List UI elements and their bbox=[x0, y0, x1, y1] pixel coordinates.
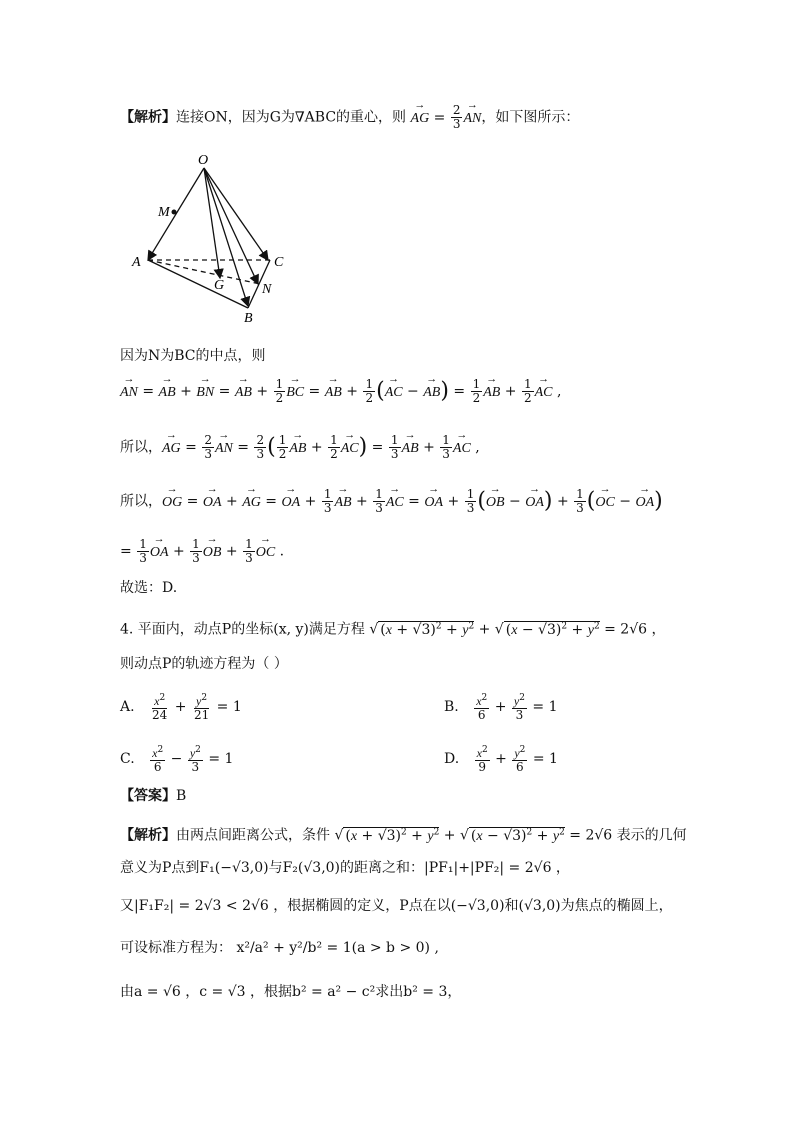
label-G: G bbox=[214, 278, 225, 293]
analysis-text-1-tail: ，如下图所示： bbox=[481, 109, 580, 126]
answer-value: B bbox=[176, 788, 187, 804]
analysis-2-text-4a: 可设标准方程为： bbox=[120, 940, 232, 956]
point-M bbox=[172, 210, 177, 215]
analysis-2-ellipse-equation: x²/a² + y²/b² = 1(a > b > 0) , bbox=[236, 940, 439, 956]
analysis-2-line-5: 由a = √6 ，c = √3 ，根据b² = a² − c²求出b² = 3， bbox=[120, 984, 462, 1000]
conclusion: 故选：D. bbox=[120, 580, 178, 596]
vector-equation-AN: → AN = → AB + → BN = → AB + $\frac{1}{2}$ → BC = → AB + $\frac{1}{2}$ (→ AC − → AB) = $\frac{1}{2}$ → AB + $\frac{1}{2}$ → AC , bbox=[120, 378, 561, 405]
edge-AN bbox=[148, 260, 260, 284]
so-label-2: 所以， bbox=[120, 493, 162, 510]
analysis-text-1: 连接ON，因为G为∇ABC的重心，则 bbox=[176, 109, 407, 126]
option-D-label: D. bbox=[444, 751, 460, 767]
question-4-line-2: 则动点P的轨迹方程为（ ） bbox=[120, 656, 288, 672]
analysis-2-text-1a: 由两点间距离公式，条件 bbox=[176, 827, 330, 844]
label-N: N bbox=[262, 282, 272, 297]
analysis-2-line-4 bbox=[120, 938, 439, 958]
vector-equation-OG: 所以，→ OG = → OA + → AG = → OA + $\frac{1}{3}$ → AB + $\frac{1}{3}$ → AC = → OA + $\frac{1}{3}$ (→ OB − → OA) + $\frac{1}{3}$ (→ OC − → OA) bbox=[120, 488, 663, 515]
analysis-2-line-3: 又|F₁F₂| = 2√3 < 2√6 ，根据椭圆的定义，P点在以(−√3,0)和(√3,0)为焦点的椭圆上， bbox=[120, 898, 673, 914]
option-A[interactable]: A. $\frac{x^2}{24}$ + $\frac{y^2}{21}$ = 1 bbox=[120, 693, 242, 722]
vector-equation-AG: → AG = $\frac{2}{3}$ → AN bbox=[411, 110, 482, 126]
option-B[interactable]: B. $\frac{x^2}{6}$ + $\frac{y^2}{3}$ = 1 bbox=[444, 693, 558, 722]
edge-OA bbox=[148, 168, 204, 260]
answer-label: 【答案】 bbox=[120, 788, 176, 804]
label-C: C bbox=[274, 255, 284, 270]
analysis-line-1 bbox=[120, 104, 579, 131]
analysis-2-line-2: 意义为P点到F₁(−√3,0)与F₂(√3,0)的距离之和：|PF₁|+|PF₂| = 2√6 ， bbox=[120, 860, 570, 876]
label-B: B bbox=[244, 311, 253, 326]
option-C-label: C. bbox=[120, 751, 135, 767]
edge-OB bbox=[204, 168, 248, 306]
so-label-1: 所以， bbox=[120, 439, 162, 456]
question-4-rhs: = 2√6 ， bbox=[604, 621, 666, 638]
analysis-2-label: 【解析】 bbox=[120, 827, 176, 844]
option-C[interactable]: C. $\frac{x^2}{6}$ − $\frac{y^2}{3}$ = 1 bbox=[120, 745, 234, 774]
label-M: M bbox=[158, 205, 170, 220]
label-A: A bbox=[132, 255, 141, 270]
question-4-equation: √ $(x + √3)^2 + y^2$ + √ $(x - √3)^2 + y^2$ bbox=[369, 621, 600, 638]
label-O: O bbox=[198, 153, 209, 168]
answer-line bbox=[120, 786, 186, 806]
option-B-label: B. bbox=[444, 699, 459, 715]
analysis-2-text-1b: 表示的几何 bbox=[616, 827, 687, 844]
analysis-label: 【解析】 bbox=[120, 109, 176, 126]
vector-equation-OG-result: = $\frac{1}{3}$ → OA + $\frac{1}{3}$ → OB + $\frac{1}{3}$ → OC . bbox=[120, 538, 284, 565]
analysis-2-line-1 bbox=[120, 822, 687, 847]
question-4-line-1 bbox=[120, 616, 666, 641]
analysis-2-equation: √ $(x + √3)^2 + y^2$ + √ $(x - √3)^2 + y^2 = 2√6$ bbox=[334, 827, 613, 844]
vector-equation-AG-expand: 所以，→ AG = $\frac{2}{3}$ → AN = $\frac{2}{3}$ ( $\frac{1}{2}$ → AB + $\frac{1}{2}$ → AC) = $\frac{1}{3}$ → AB + $\frac{1}{3}$ → AC , bbox=[120, 434, 480, 461]
edge-AB bbox=[148, 260, 248, 308]
tetrahedron-figure bbox=[120, 148, 300, 328]
analysis-line-2: 因为N为BC的中点，则 bbox=[120, 348, 266, 364]
edge-OC bbox=[204, 168, 268, 260]
option-D[interactable]: D. $\frac{x^2}{9}$ + $\frac{y^2}{6}$ = 1 bbox=[444, 745, 558, 774]
option-A-label: A. bbox=[120, 699, 135, 715]
question-4-intro: 4. 平面内，动点P的坐标(x, y)满足方程 bbox=[120, 621, 365, 638]
